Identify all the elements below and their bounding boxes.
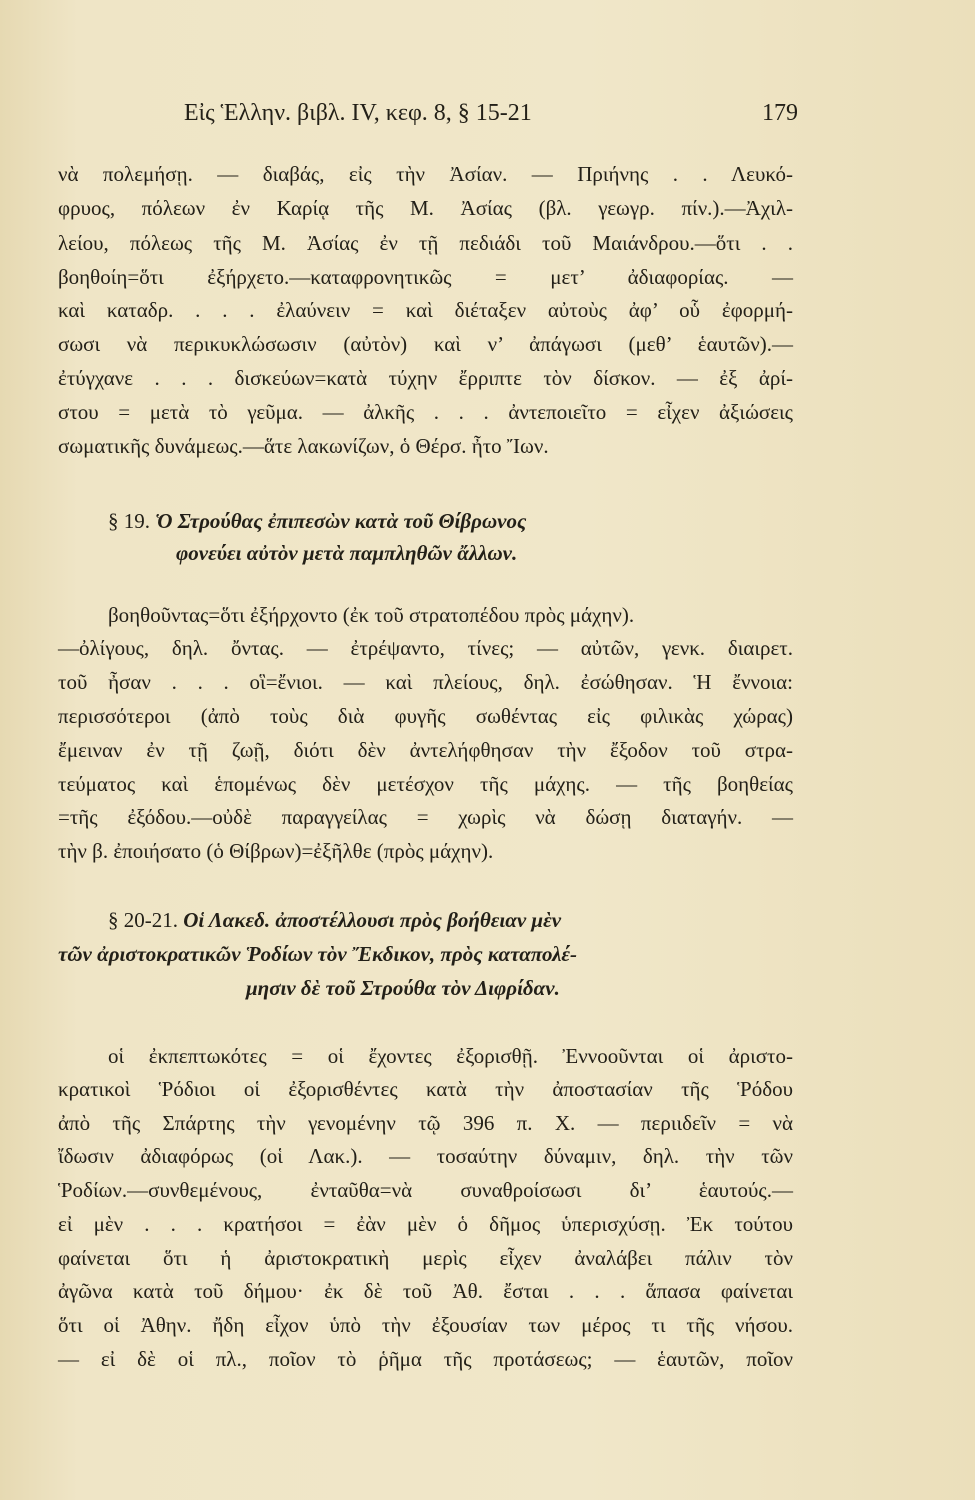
- section-20-heading-line-2: τῶν ἀριστοκρατικῶν Ῥοδίων τὸν Ἔκδικον, πρὸς καταπολέ-: [58, 942, 578, 966]
- text-line: ἐτύγχανε . . . δισκεύων=κατὰ τύχην ἔρριπτε τὸν δίσκον. — ἐξ ἀρί-: [58, 366, 793, 390]
- page-header: [58, 96, 798, 130]
- text-line: τεύματος καὶ ἑπομένως δὲν μετέσχον τῆς μάχης. — τῆς βοηθείας: [58, 772, 793, 796]
- text-line: οἱ ἐκπεπτωκότες = οἱ ἔχοντες ἐξορισθῇ. Ἐννοοῦνται οἱ ἀριστο-: [108, 1044, 793, 1068]
- section-20-heading-line-3: μησιν δὲ τοῦ Στρούθα τὸν Διφρίδαν.: [246, 976, 560, 1000]
- text-line: καὶ καταδρ. . . . ἐλαύνειν = καὶ διέταξεν αὐτοὺς ἀφ’ οὗ ἐφορμή-: [58, 298, 793, 322]
- text-line: σωματικῆς δυνάμεως.—ἅτε λακωνίζων, ὁ Θέρσ. ἦτο Ἴων.: [58, 434, 549, 458]
- section-19-heading-line-1: [108, 505, 798, 538]
- section-20-number: § 20-21.: [108, 908, 178, 932]
- text-line: ἔμειναν ἐν τῇ ζωῇ, διότι δὲν ἀντελήφθησαν τὴν ἔξοδον τοῦ στρα-: [58, 738, 793, 762]
- text-line: ὅτι οἱ Ἀθην. ἤδη εἶχον ὑπὸ τὴν ἐξουσίαν των μέρος τι τῆς νήσου.: [58, 1313, 793, 1337]
- text-line: περισσότεροι (ἀπὸ τοὺς διὰ φυγῆς σωθέντας εἰς φιλικὰς χώρας): [58, 704, 793, 728]
- text-line: βοηθοῦντας=ὅτι ἐξήρχοντο (ἐκ τοῦ στρατοπέδου πρὸς μάχην).: [108, 603, 635, 627]
- text-line: =τῆς ἐξόδου.—οὐδὲ παραγγείλας = χωρὶς νὰ δώσῃ διαταγήν. —: [58, 805, 793, 829]
- text-line: τὴν β. ἐποιήσατο (ὁ Θίβρων)=ἐξῆλθε (πρὸς μάχην).: [58, 839, 494, 863]
- text-line: τοῦ ἦσαν . . . οἳ=ἔνιοι. — καὶ πλείους, δηλ. ἐσώθησαν. Ἡ ἔννοια:: [58, 670, 793, 694]
- section-19-title: Ὁ Στρούθας ἐπιπεσὼν κατὰ τοῦ Θίβρωνος: [155, 509, 527, 533]
- running-title: Εἰς Ἑλλην. βιβλ. IV, κεφ. 8, § 15-21: [184, 100, 532, 126]
- text-line: — εἰ δὲ οἱ πλ., ποῖον τὸ ῥῆμα τῆς προτάσεως; — ἑαυτῶν, ποῖον: [58, 1347, 793, 1371]
- section-19-number: § 19.: [108, 509, 150, 533]
- text-line: στου = μετὰ τὸ γεῦμα. — ἀλκῆς . . . ἀντεποιεῖτο = εἶχεν ἀξιώσεις: [58, 400, 793, 424]
- text-line: φρυος, πόλεων ἐν Καρίᾳ τῆς Μ. Ἀσίας (βλ. γεωγρ. πίν.).—Ἀχιλ-: [58, 196, 793, 220]
- text-line: βοηθοίη=ὅτι ἐξήρχετο.—καταφρονητικῶς = μετ’ ἀδιαφορίας. —: [58, 265, 793, 289]
- text-line: ἀγῶνα κατὰ τοῦ δήμου· ἐκ δὲ τοῦ Ἀθ. ἔσται . . . ἅπασα φαίνεται: [58, 1279, 793, 1303]
- text-line: σωσι νὰ περικυκλώσωσιν (αὐτὸν) καὶ ν’ ἀπάγωσι (μεθ’ ἑαυτῶν).—: [58, 332, 793, 356]
- text-line: φαίνεται ὅτι ἡ ἀριστοκρατικὴ μερὶς εἶχεν ἀναλάβει πάλιν τὸν: [58, 1246, 793, 1270]
- text-line: κρατικοὶ Ῥόδιοι οἱ ἐξορισθέντες κατὰ τὴν ἀποστασίαν τῆς Ῥόδου: [58, 1077, 793, 1101]
- section-20-heading-line-1: [108, 904, 798, 937]
- text-line: εἰ μὲν . . . κρατήσοι = ἐὰν μὲν ὁ δῆμος ὑπερισχύσῃ. Ἐκ τούτου: [58, 1212, 793, 1236]
- text-line: λείου, πόλεως τῆς Μ. Ἀσίας ἐν τῇ πεδιάδι τοῦ Μαιάνδρου.—ὅτι . .: [58, 231, 793, 255]
- section-20-title: Οἱ Λακεδ. ἀποστέλλουσι πρὸς βοήθειαν μὲν: [183, 908, 562, 932]
- text-line: —ὀλίγους, δηλ. ὄντας. — ἐτρέψαντο, τίνες; — αὐτῶν, γενκ. διαιρετ.: [58, 636, 793, 660]
- text-line: Ῥοδίων.—συνθεμένους, ἐνταῦθα=νὰ συναθροίσωσι δι’ ἑαυτούς.—: [58, 1178, 793, 1202]
- page-number: 179: [762, 100, 798, 126]
- text-line: ἴδωσιν ἀδιαφόρως (οἱ Λακ.). — τοσαύτην δύναμιν, δηλ. τὴν τῶν: [58, 1144, 793, 1168]
- text-line: ἀπὸ τῆς Σπάρτης τὴν γενομένην τῷ 396 π. Χ. — περιιδεῖν = νὰ: [58, 1111, 793, 1135]
- text-line: νὰ πολεμήσῃ. — διαβάς, εἰς τὴν Ἀσίαν. — Πριήνης . . Λευκό-: [58, 162, 793, 186]
- section-19-heading-line-2: φονεύει αὐτὸν μετὰ παμπληθῶν ἄλλων.: [176, 541, 518, 565]
